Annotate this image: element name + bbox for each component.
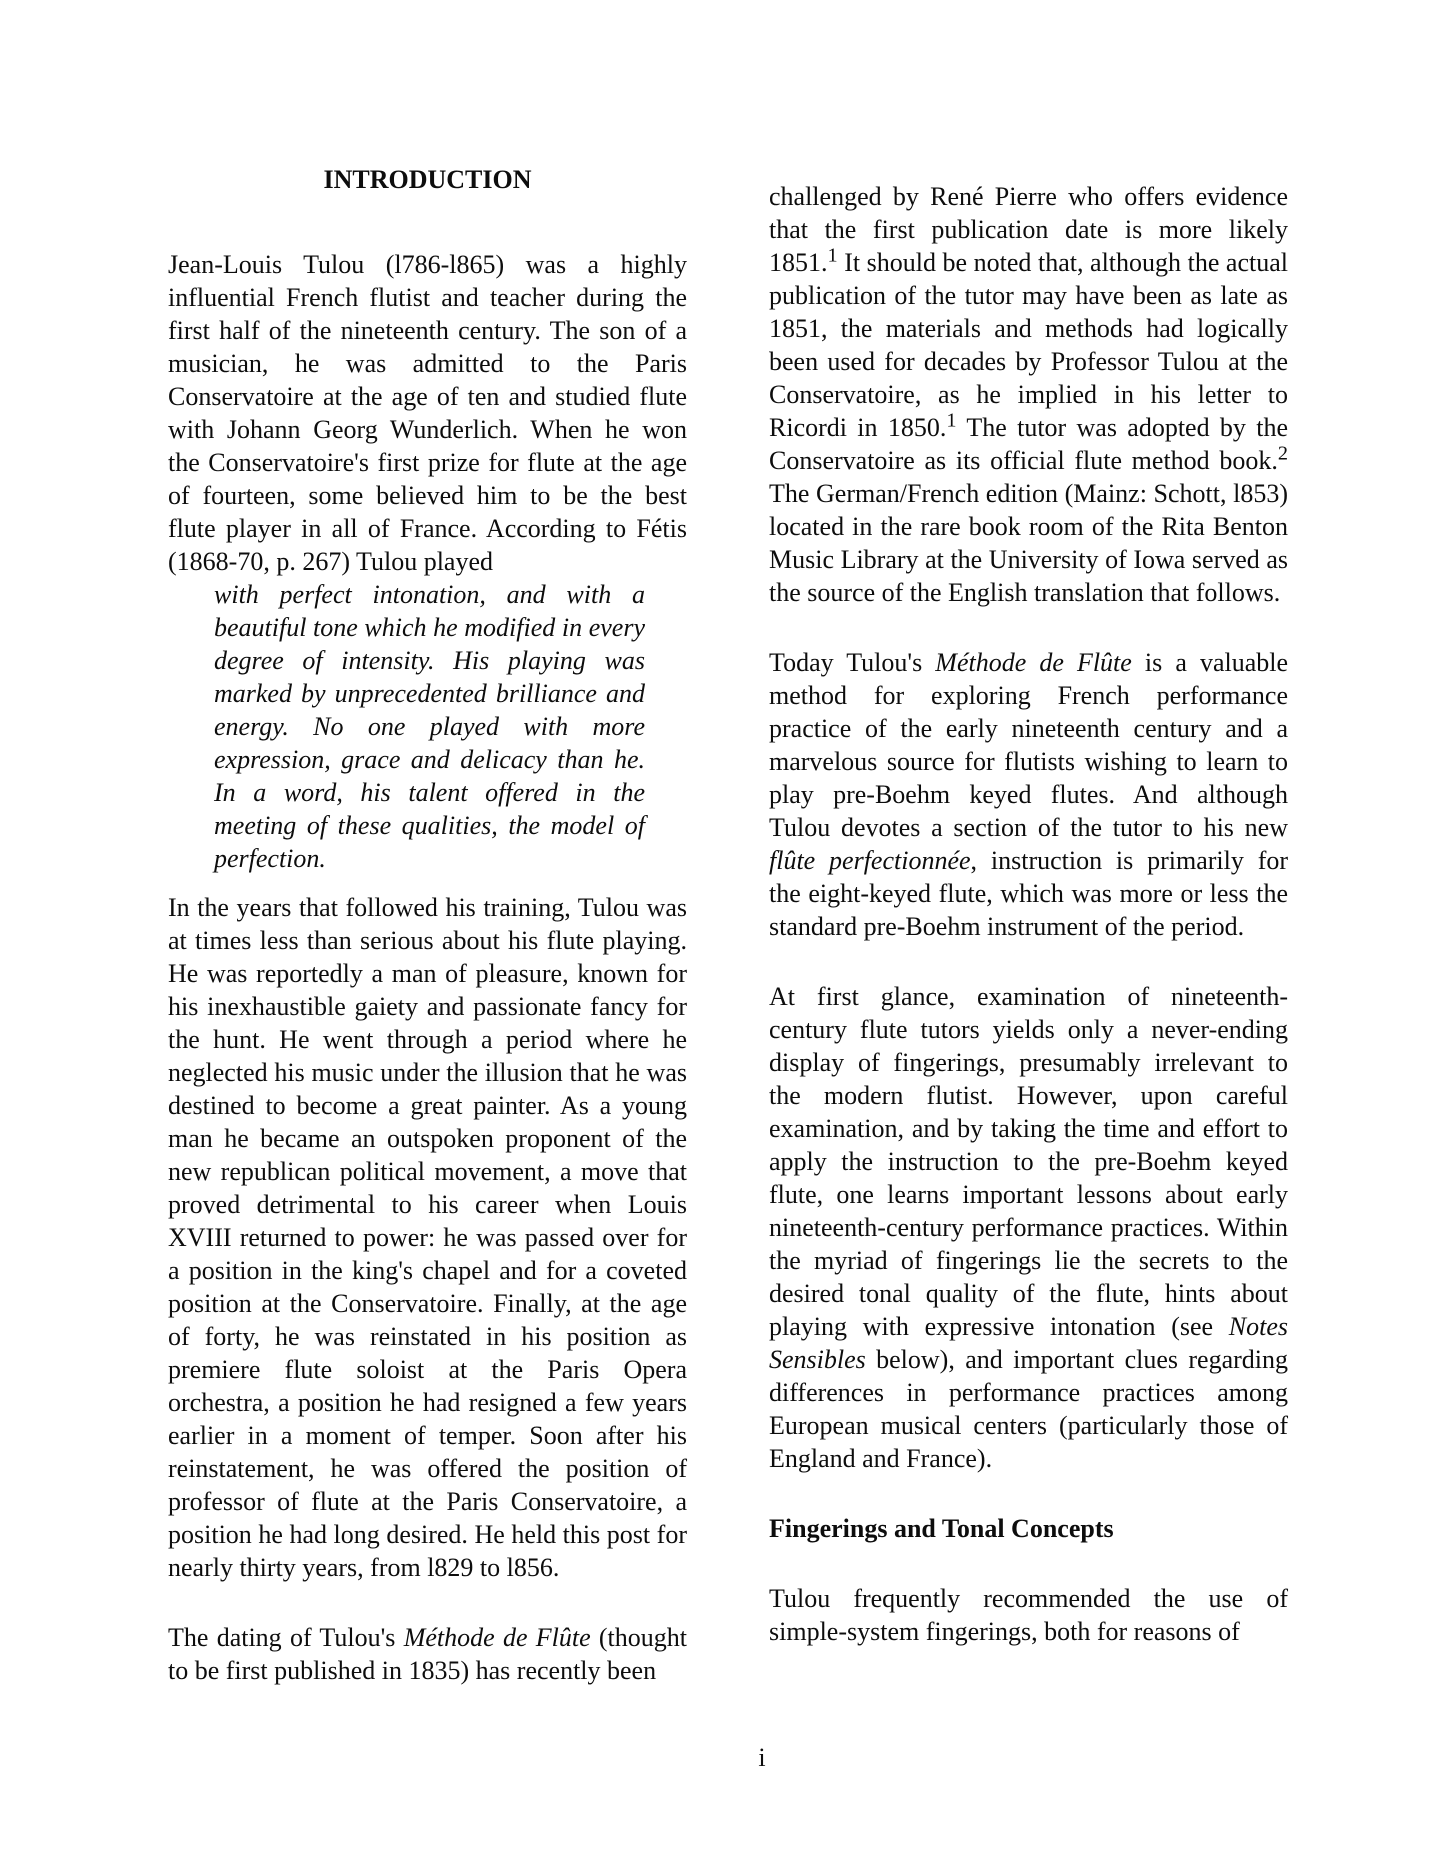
paragraph: Tulou frequently recommended the use of simple-system fingerings, both for reasons of — [769, 1584, 1288, 1646]
paragraph: In the years that followed his training, Tulou was at times less than serious about his flute playing. He was reportedly a man of pleasure, known for his inexhaustible gaiety and passionate fancy for the hunt. He went through a period where he neglected his music under the illusion that he was destined to become a great painter. As a young man he became an outspoken proponent of the new republican political movement, a move that proved detrimental to his career when Louis XVIII returned to power: he was passed over for a position in the king's chapel and for a coveted position at the Conservatoire. Finally, at the age of forty, he was reinstated in his position as premiere flute soloist at the Paris Opera orchestra, a position he had resigned a few years earlier in a moment of temper. Soon after his reinstatement, he was offered the position of professor of flute at the Paris Conservatoire, a position he had long desired. He held this post for nearly thirty years, from l829 to l856. — [168, 893, 687, 1582]
paragraph: Today Tulou's Méthode de Flûte is a valuable method for exploring French performance practice of the early nineteenth century and a marvelous source for flutists wishing to learn to play pre-Boehm keyed flutes. And although Tulou devotes a section of the tutor to his new flûte perfectionnée, instruction is primarily for the eight-keyed flute, which was more or less the standard pre-Boehm instrument of the period. — [769, 648, 1289, 941]
paragraph: Jean-Louis Tulou (l786-l865) was a highly influential French flutist and teacher during the first half of the nineteenth century. The son of a musician, he was admitted to the Paris Conservatoire at the age of ten and studied flute with Johann Georg Wunderlich. When he won the Conservatoire's first prize for flute at the age of fourteen, some believed him to be the best flute player in all of France. According to Fétis (1868-70, p. 267) Tulou played — [168, 250, 687, 576]
subsection-heading: Fingerings and Tonal Concepts — [769, 1514, 1114, 1543]
left-column — [168, 163, 687, 1724]
paragraph: The dating of Tulou's Méthode de Flûte (thought to be first published in 1835) has recently been — [168, 1623, 688, 1685]
paragraph: At first glance, examination of nineteenth-century flute tutors yields only a never-ending display of fingerings, presumably irrelevant to the modern flutist. However, upon careful examination, and by taking the time and effort to apply the instruction to the pre-Boehm keyed flute, one learns important lessons about early nineteenth-century performance practices. Within the myriad of fingerings lie the secrets to the desired tonal quality of the flute, hints about playing with expressive intonation (see Notes Sensibles below), and important clues regarding differences in performance practices among European musical centers (particularly those of England and France). — [769, 982, 1288, 1473]
page-number: i — [758, 1743, 766, 1772]
right-column — [769, 180, 1288, 1685]
paragraph: challenged by René Pierre who offers evidence that the first publication date is more likely 1851.$^1$ It should be noted that, although the actual publication of the tutor may have been as late as 1851, the materials and methods had logically been used for decades by Professor Tulou at the Conservatoire, as he implied in his letter to Ricordi in 1850.$^1$ The tutor was adopted by the Conservatoire as its official flute method book.$^2$ The German/French edition (Mainz: Schott, l853) located in the rare book room of the Rita Benton Music Library at the University of Iowa served as the source of the English translation that follows. — [769, 182, 1288, 607]
block-quote: with perfect intonation, and with a beautiful tone which he modified in every degree of intensity. His playing was marked by unprecedented brilliance and energy. No one played with more expression, grace and delicacy than he. In a word, his talent offered in the meeting of these qualities, the model of perfection. — [214, 580, 645, 873]
section-title: INTRODUCTION — [323, 165, 532, 194]
